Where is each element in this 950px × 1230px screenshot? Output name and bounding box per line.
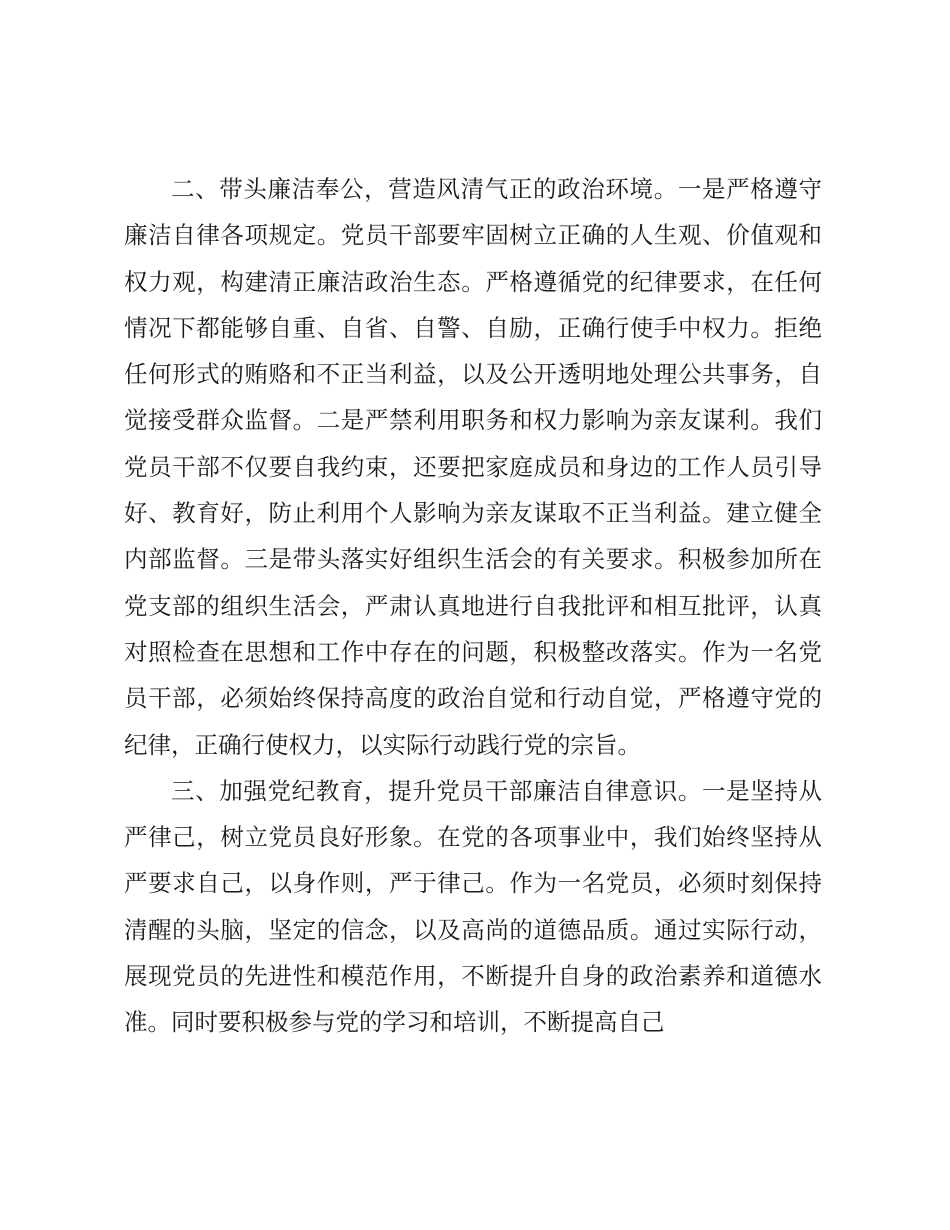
paragraph-section-two: 二、带头廉洁奉公，营造风清气正的政治环境。一是严格遵守廉洁自律各项规定。党员干部要牢固树立正确的人生观、价值观和权力观，构建清正廉洁政治生态。严格遵循党的纪律要求，在任何情况下都能够自重、自省、自警、自励，正确行使手中权力。拒绝任何形式的贿赂和不正当利益，以及公开透明地处理公共事务，自觉接受群众监督。二是严禁利用职务和权力影响为亲友谋利。我们党员干部不仅要自我约束，还要把家庭成员和身边的工作人员引导好、教育好，防止利用个人影响为亲友谋取不正当利益。建立健全内部监督。三是带头落实好组织生活会的有关要求。积极参加所在党支部的组织生活会，严肃认真地进行自我批评和相互批评，认真对照检查在思想和工作中存在的问题，积极整改落实。作为一名党员干部，必须始终保持高度的政治自觉和行动自觉，严格遵守党的纪律，正确行使权力，以实际行动践行党的宗旨。 <box>124 175 822 759</box>
paragraph-section-three: 三、加强党纪教育，提升党员干部廉洁自律意识。一是坚持从严律己，树立党员良好形象。在党的各项事业中，我们始终坚持从严要求自己，以身作则，严于律己。作为一名党员，必须时刻保持清醒的头脑，坚定的信念，以及高尚的道德品质。通过实际行动，展现党员的先进性和模范作用，不断提升自身的政治素养和道德水准。同时要积极参与党的学习和培训，不断提高自己 <box>124 776 822 1037</box>
document-body <box>124 166 822 1046</box>
